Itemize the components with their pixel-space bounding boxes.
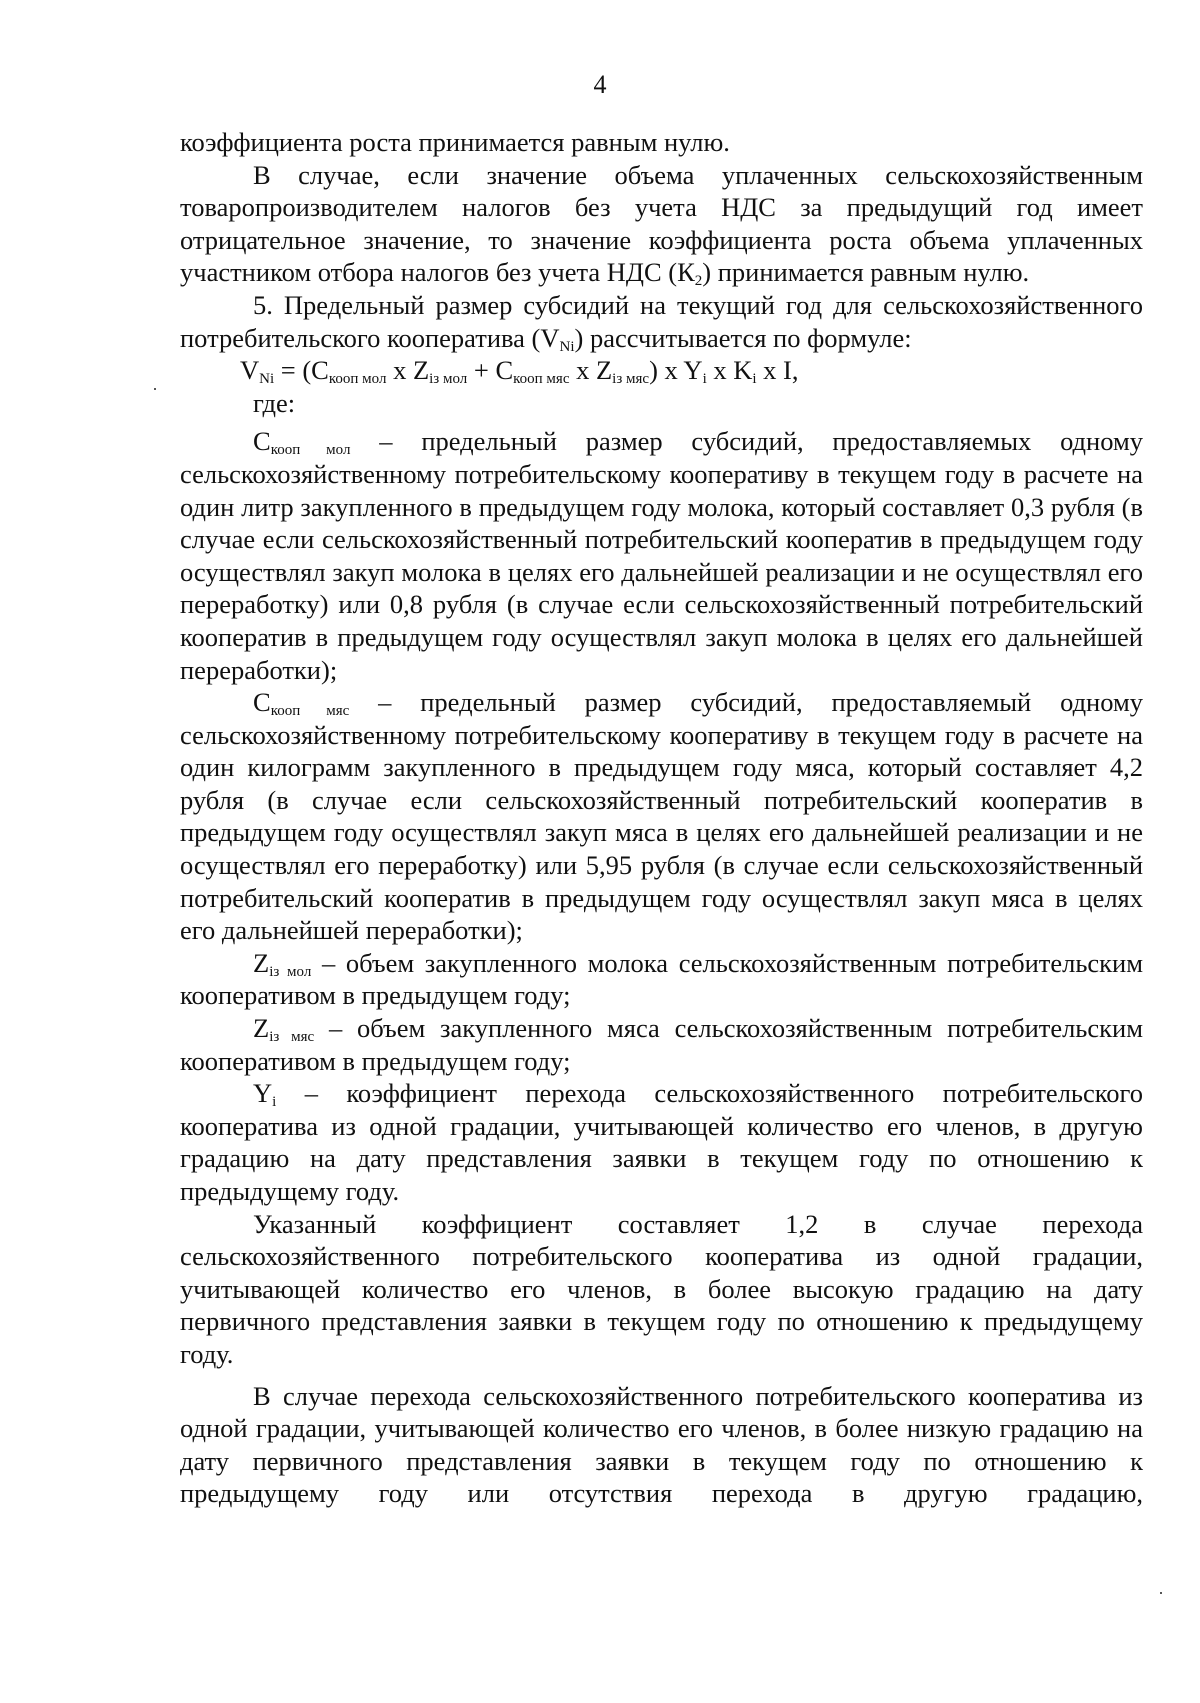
definition-z-mol bbox=[180, 947, 1143, 1012]
formula-subscript: кооп мяс bbox=[513, 371, 570, 388]
formula-subscript: i bbox=[752, 371, 757, 388]
paragraph-intro: коэффициента роста принимается равным нулю. bbox=[180, 127, 730, 157]
formula-text: x Z bbox=[569, 355, 613, 386]
definition-subscript: i bbox=[272, 1094, 277, 1111]
definition-text: – предельный размер субсидий, предоставляемый одному сельскохозяйственному потребительскому кооперативу в текущем году в расчете на один килограмм закупленного в предыдущем году мяса, который составляет 4,2 рубля (в случае если сельскохозяйственный потребительский кооператив в предыдущем году осуществлял закуп мяса в целях его дальнейшей реализации и не осуществлял его переработку) или 5,95 рубля (в случае если сельскохозяйственный потребительский кооператив в предыдущем году осуществлял закуп мяса в целях его дальнейшей переработки); bbox=[180, 687, 1143, 946]
subscript: 2 bbox=[694, 273, 703, 290]
definition-text: – объем закупленного молока сельскохозяйственным потребительским кооперативом в предыдущем году; bbox=[180, 947, 1143, 1011]
document-body bbox=[180, 126, 1143, 1510]
definition-symbol: Z bbox=[253, 947, 270, 978]
paragraph-text: ) рассчитывается по формуле: bbox=[574, 322, 912, 353]
paragraph-text: В случае, если значение объема уплаченных сельскохозяйственным товаропроизводителем налогов без учета НДС за предыдущий год имеет отрицательное значение, то значение коэффициента роста объема уплаченных участником отбора налогов без учета НДС (К bbox=[180, 159, 1143, 288]
formula-text: x K bbox=[706, 355, 753, 386]
formula-subscript: iз мол bbox=[429, 371, 468, 388]
scan-mark bbox=[154, 388, 156, 390]
formula-text: ) x Y bbox=[649, 355, 703, 386]
paragraph-text: 5. Предельный размер субсидий на текущий год для сельскохозяйственного потребительского кооператива (V bbox=[180, 289, 1143, 353]
definition-text: – предельный размер субсидий, предоставляемых одному сельскохозяйственному потребительскому кооперативу в текущем году в расчете на один литр закупленного в предыдущем году молока, который составляет 0,3 рубля (в случае если сельскохозяйственный потребительский кооператив в предыдущем году осуществлял закуп молока в целях его дальнейшей реализации и не осуществлял его переработку) или 0,8 рубля (в случае если сельскохозяйственный потребительский кооператив в предыдущем году осуществлял закуп молока в целях его дальнейшей переработки); bbox=[180, 426, 1143, 685]
definition-z-myas bbox=[180, 1012, 1143, 1077]
paragraph-text: ) принимается равным нулю. bbox=[702, 257, 1030, 288]
definition-text: – коэффициент перехода сельскохозяйственного потребительского кооператива из одной градации, учитывающей количество его членов, в другую градацию на дату представления заявки в текущем году по отношению к предыдущему году. bbox=[180, 1078, 1143, 1206]
definition-y bbox=[180, 1077, 1143, 1207]
definition-text: – объем закупленного мяса сельскохозяйственным потребительским кооперативом в предыдущем году; bbox=[180, 1013, 1143, 1076]
formula-text: x Z bbox=[386, 355, 430, 386]
formula-symbol: V bbox=[240, 355, 260, 386]
formula bbox=[180, 354, 1143, 387]
page-number: 4 bbox=[593, 70, 607, 99]
paragraph-lower-gradation: В случае перехода сельскохозяйственного потребительского кооператива из одной градации, учитывающей количество его членов, в более низкую градацию на дату первичного представления заявки в текущем году по отношению к предыдущему году или отсутствия перехода в другую градацию, bbox=[180, 1380, 1143, 1509]
definition-symbol: Z bbox=[253, 1013, 270, 1044]
definition-subscript: iз мяс bbox=[269, 1029, 315, 1046]
paragraph-item-5 bbox=[180, 289, 1143, 354]
formula-subscript: i bbox=[702, 371, 707, 388]
formula-subscript: Ni bbox=[259, 371, 275, 388]
subscript: Ni bbox=[559, 338, 575, 355]
definition-subscript: кооп мол bbox=[270, 442, 351, 459]
formula-text: x I, bbox=[756, 355, 799, 386]
definition-symbol: Y bbox=[253, 1078, 273, 1109]
definition-c-kooop-mol bbox=[180, 425, 1143, 686]
definition-symbol: C bbox=[253, 426, 271, 457]
scan-mark bbox=[1160, 1592, 1162, 1594]
paragraph-coefficient-1-2: Указанный коэффициент составляет 1,2 в случае перехода сельскохозяйственного потребительского кооператива из одной градации, учитывающей количество его членов, в более высокую градацию на дату первичного представления заявки в текущем году по отношению к предыдущему году. bbox=[180, 1208, 1143, 1369]
definition-subscript: кооп мяс bbox=[270, 703, 350, 720]
definition-c-kooop-myas bbox=[180, 686, 1143, 947]
definition-subscript: iз мол bbox=[269, 963, 312, 980]
paragraph-negative-tax bbox=[180, 159, 1143, 289]
where-label: где: bbox=[253, 387, 296, 418]
formula-text: = (C bbox=[274, 355, 329, 386]
formula-subscript: iз мяс bbox=[612, 371, 650, 388]
formula-subscript: кооп мол bbox=[328, 371, 387, 388]
formula-text: + C bbox=[467, 355, 514, 386]
definition-symbol: C bbox=[253, 687, 271, 718]
